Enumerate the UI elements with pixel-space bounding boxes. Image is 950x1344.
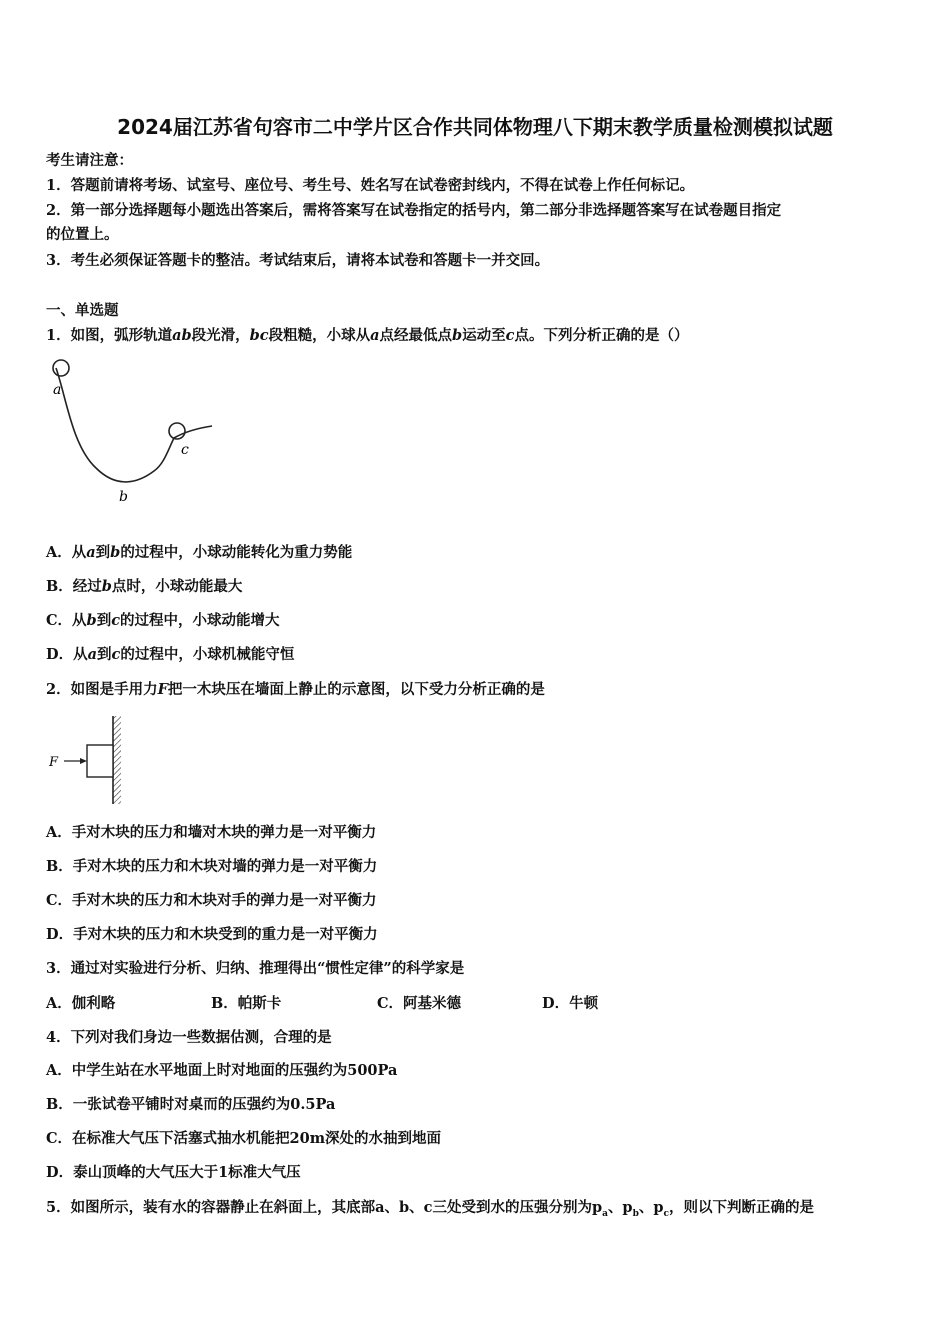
question-5-stem: 5．如图所示，装有水的容器静止在斜面上，其底部a、b、c三处受到水的压强分别为$p_a$、$p_b$、$p_c$，则以下判断正确的是 bbox=[46, 1199, 814, 1219]
wood-block bbox=[87, 745, 113, 777]
arc-track bbox=[56, 368, 212, 482]
force-arrow-head bbox=[80, 758, 87, 764]
question-4-stem: 4．下列对我们身边一些数据估测，合理的是 bbox=[46, 1029, 332, 1046]
q2-option-d: D．手对木块的压力和木块受到的重力是一对平衡力 bbox=[46, 926, 378, 943]
question-1-stem: 1．如图，弧形轨道ab段光滑，bc段粗糙，小球从a点经最低点b运动至c点。下列分析正确的是（） bbox=[46, 327, 689, 344]
notice-item-2-cont: 的位置上。 bbox=[46, 226, 119, 243]
q1-option-d: D．从a到c的过程中，小球机械能守恒 bbox=[46, 646, 295, 663]
section-heading: 一、单选题 bbox=[46, 302, 119, 319]
question-3-stem: 3．通过对实验进行分析、归纳、推理得出“惯性定律”的科学家是 bbox=[46, 960, 465, 977]
q3-option-c: C．阿基米德 bbox=[377, 995, 462, 1012]
notice-item-1: 1．答题前请将考场、试室号、座位号、考生号、姓名写在试卷密封线内，不得在试卷上作任何标记。 bbox=[46, 177, 695, 194]
q1-option-b: B．经过b点时，小球动能最大 bbox=[46, 578, 243, 595]
q3-option-b: B．帕斯卡 bbox=[211, 995, 282, 1012]
notice-heading: 考生请注意： bbox=[46, 152, 133, 169]
q1-option-c: C．从b到c的过程中，小球动能增大 bbox=[46, 612, 280, 629]
q3-option-d: D．牛顿 bbox=[542, 995, 599, 1012]
notice-item-2: 2．第一部分选择题每小题选出答案后，需将答案写在试卷指定的括号内，第二部分非选择题答案写在试卷题目指定 bbox=[46, 202, 782, 219]
q3-option-a: A．伽利略 bbox=[46, 995, 116, 1012]
label-a: a bbox=[53, 382, 62, 398]
force-figure bbox=[44, 714, 134, 809]
notice-item-3: 3．考生必须保证答题卡的整洁。考试结束后，请将本试卷和答题卡一并交回。 bbox=[46, 252, 550, 269]
q1-option-a: A．从a到b的过程中，小球动能转化为重力势能 bbox=[46, 544, 353, 561]
q4-option-a: A．中学生站在水平地面上时对地面的压强约为500Pa bbox=[46, 1062, 398, 1079]
q4-option-b: B．一张试卷平铺时对桌而的压强约为0.5Pa bbox=[46, 1096, 336, 1113]
q2-option-a: A．手对木块的压力和墙对木块的弹力是一对平衡力 bbox=[46, 824, 377, 841]
track-figure bbox=[44, 356, 224, 516]
question-2-stem: 2．如图是手用力F把一木块压在墙面上静止的示意图，以下受力分析正确的是 bbox=[46, 681, 545, 698]
label-F: F bbox=[49, 755, 59, 770]
label-b: b bbox=[119, 489, 128, 505]
q4-option-c: C．在标准大气压下活塞式抽水机能把20m深处的水抽到地面 bbox=[46, 1130, 442, 1147]
wall-hatching bbox=[113, 716, 121, 804]
label-c: c bbox=[181, 442, 189, 458]
ball-at-a bbox=[53, 360, 69, 376]
q2-option-b: B．手对木块的压力和木块对墙的弹力是一对平衡力 bbox=[46, 858, 378, 875]
page-title: 2024届江苏省句容市二中学片区合作共同体物理八下期末教学质量检测模拟试题 bbox=[117, 115, 833, 139]
q4-option-d: D．泰山顶峰的大气压大于1标准大气压 bbox=[46, 1164, 301, 1181]
q2-option-c: C．手对木块的压力和木块对手的弹力是一对平衡力 bbox=[46, 892, 377, 909]
